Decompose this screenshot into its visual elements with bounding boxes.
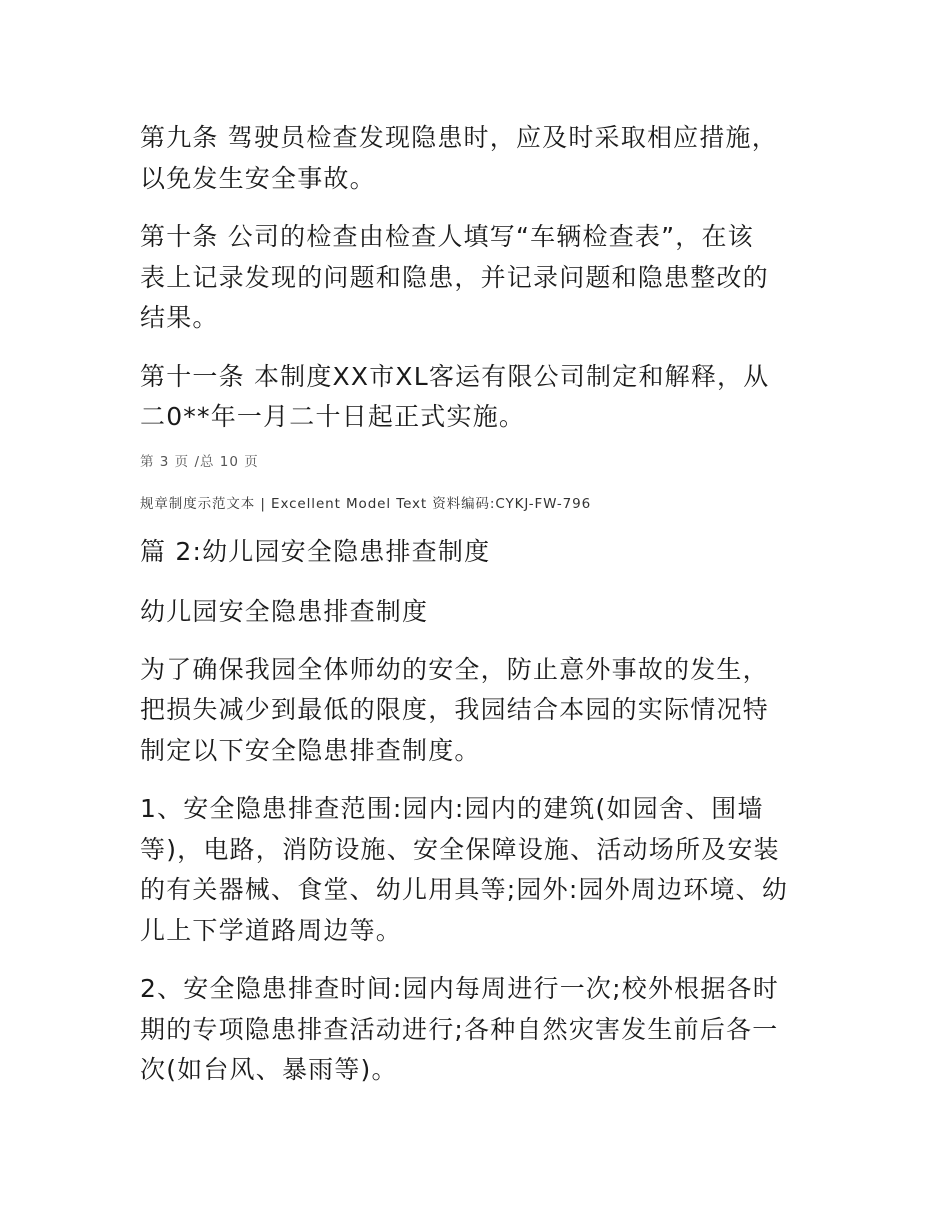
section-title: 幼儿园安全隐患排查制度 xyxy=(140,596,429,626)
intro-paragraph: 为了确保我园全体师幼的安全，防止意外事故的发生， 把损失减少到最低的限度，我园结合本园的实际情况特 制定以下安全隐患排查制度。 xyxy=(140,654,769,765)
schedule-paragraph: 2、安全隐患排查时间:园内每周进行一次;校外根据各时 期的专项隐患排查活动进行;各种自然灾害发生前后各一 次(如台风、暴雨等)。 xyxy=(140,974,779,1084)
document-code-footer: 规章制度示范文本 | Excellent Model Text 资料编码:CYKJ-FW-796 xyxy=(140,495,592,512)
article-11-paragraph: 第十一条 本制度XX市XL客运有限公司制定和解释，从 二0**年一月二十日起正式实施。 xyxy=(140,361,770,431)
scope-paragraph: 1、安全隐患排查范围:园内:园内的建筑(如园舍、围墙 等)，电路，消防设施、安全保障设施、活动场所及安装 的有关器械、食堂、幼儿用具等;园外:园外周边环境、幼 儿上下学道路周边等。 xyxy=(140,794,789,945)
page-number-footer: 第 3 页 /总 10 页 xyxy=(140,453,259,470)
document-page xyxy=(140,118,820,1091)
section-heading: 篇 2:幼儿园安全隐患排查制度 xyxy=(140,536,491,566)
article-9-paragraph: 第九条 驾驶员检查发现隐患时，应及时采取相应措施， 以免发生安全事故。 xyxy=(140,123,778,193)
article-10-paragraph: 第十条 公司的检查由检查人填写“车辆检查表”，在该 表上记录发现的问题和隐患，并记录问题和隐患整改的 结果。 xyxy=(140,222,769,332)
